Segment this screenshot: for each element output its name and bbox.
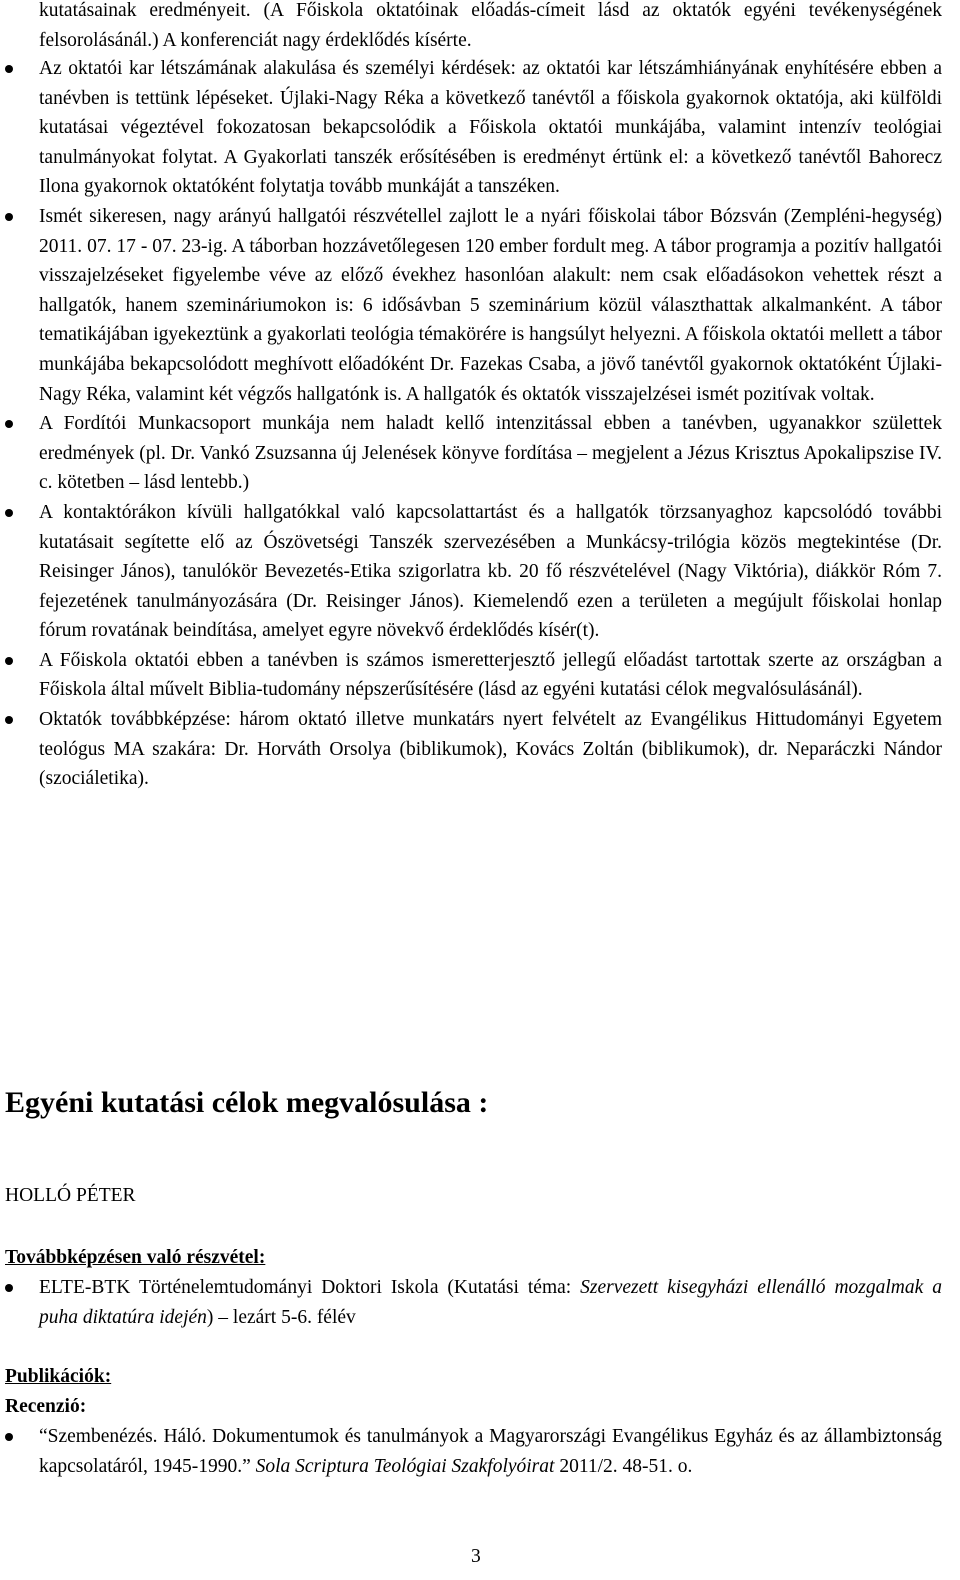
list-item [0,705,942,794]
list-item-text: A kontaktórákon kívüli hallgatókkal való kapcsolattartást és a hallgatók törzsanyaghoz kapcsolódó további kutatásait segítette elő az Ószövetségi Tanszék szervezésében a Munkácsy-trilógia közös megtekintése (Dr. Reisinger János), tanulókör Bevezetés-Etika szigorlatra kb. 20 fő részvételével (Nagy Viktória), diákkör Róm 7. fejezetének tanulmányozására (Dr. Reisinger János). Kiemelendő ezen a területen a megújult főiskolai honlap fórum rovatának beindítása, amelyet egyre növekvő érdeklődés kísér(t). [39,501,942,642]
person-name: HOLLÓ PÉTER [5,1185,136,1206]
bullet-icon [5,716,13,724]
publications-title: Publikációk: [5,1366,112,1387]
education-status: ) – lezárt 5-6. félév [206,1306,356,1328]
bullet-icon [5,420,13,428]
list-item-text: Az oktatói kar létszámának alakulása és személyi kérdések: az oktatói kar létszámhiányának enyhítésére ebben a tanévben is tettünk lépéseket. Újlaki-Nagy Réka a következő tanévtől a főiskola gyakornok oktatója, aki külföldi kutatásai végeztével fokozatosan bekapcsolódik a Főiskola oktatói munkájába, valamint intenzív teológiai tanulmányokat folytat. A Gyakorlati tanszék erősítésében is eredményt értünk el: a következő tanévtől Bahorecz Ilona gyakornok oktatóként folytatja tovább munkáját a tanszéken. [39,58,942,198]
bullet-icon [5,65,13,73]
review-citation: 2011/2. 48-51. o. [554,1455,693,1477]
list-item [0,498,942,646]
list-item-text: A Fordítói Munkacsoport munkája nem haladt kellő intenzitással ebben a tanévben, ugyanakkor születtek eredmények (pl. Dr. Vankó Zsuzsanna új Jelenések könyve fordítása – megjelent a Jézus Krisztus Apokalipszise IV. c. kötetben – lásd lentebb.) [39,413,942,494]
continuing-education-title: Továbbképzésen való részvétel: [5,1247,266,1268]
bullet-icon [5,1284,13,1292]
list-item-text: Oktatók továbbképzése: három oktató illetve munkatárs nyert felvételt az Evangélikus Hittudományi Egyetem teológus MA szakára: Dr. Horváth Orsolya (biblikumok), Kovács Zoltán (biblikumok), dr. Neparáczki Nándor (szociáletika). [39,709,942,790]
continuing-education-list [0,1273,942,1332]
bullet-icon [5,657,13,665]
list-item [0,1422,942,1481]
bullet-icon [5,213,13,221]
review-title: “Szembenézés. Háló. Dokumentumok és tanulmányok a Magyarországi Evangélikus Egyház és az állambiztonság kapcsolatáról, 1945-1990.” [39,1426,942,1477]
reviews-list [0,1422,942,1481]
list-item [0,54,942,202]
list-item [0,202,942,409]
list-item [0,646,942,705]
list-item-text [39,1422,942,1481]
list-item-text: Ismét sikeresen, nagy arányú hallgatói részvétellel zajlott le a nyári főiskolai tábor Bózsván (Zempléni-hegység) 2011. 07. 17 - 07. 23-ig. A táborban hozzávetőlegesen 120 ember fordult meg. A tábor programja a pozitív hallgatói visszajelzéseket figyelembe véve az előző évekhez hasonlóan alakult: nem csak előadásokon vehettek részt a hallgatók, hanem szemináriumokon is: 6 idősávban 5 szeminárium közül választhattak alkalmanként. A tábor tematikájában igyekeztünk a gyakorlati teológia témakörére is hangsúlyt helyezni. A főiskola oktatói mellett a tábor munkájába bekapcsolódott meghívott előadóként Dr. Fazekas Csaba, a jövő tanévtől gyakornok oktatóként Újlaki-Nagy Réka, valamint két végzős hallgatónk is. A hallgatók és oktatók visszajelzései ismét pozitívak voltak. [39,205,942,405]
section-heading: Egyéni kutatási célok megvalósulása : [5,1086,489,1119]
list-item-text [39,1273,942,1332]
research-topic: Szervezett kisegyházi ellenálló mozgalmak a puha diktatúra idején [39,1277,942,1328]
intro-paragraph: kutatásainak eredményeit. (A Főiskola oktatóinak előadás-címeit lásd az oktatók egyéni tevékenységének felsorolásánál.) A konferenciát nagy érdeklődés kísérte. [39,0,942,51]
education-text: ELTE-BTK Történelemtudományi Doktori Iskola (Kutatási téma: [39,1277,581,1298]
review-label: Recenzió: [5,1396,87,1417]
page-number: 3 [471,1546,481,1567]
list-item [0,409,942,498]
journal-name: Sola Scriptura Teológiai Szakfolyóirat [255,1455,555,1477]
bullet-icon [5,509,13,517]
activities-list [0,54,942,794]
list-item-text: A Főiskola oktatói ebben a tanévben is számos ismeretterjesztő jellegű előadást tartottak szerte az országban a Főiskola által művelt Biblia-tudomány népszerűsítésére (lásd az egyéni kutatási célok megvalósulásánál). [39,649,942,701]
list-item [0,1273,942,1332]
bullet-icon [5,1433,13,1441]
